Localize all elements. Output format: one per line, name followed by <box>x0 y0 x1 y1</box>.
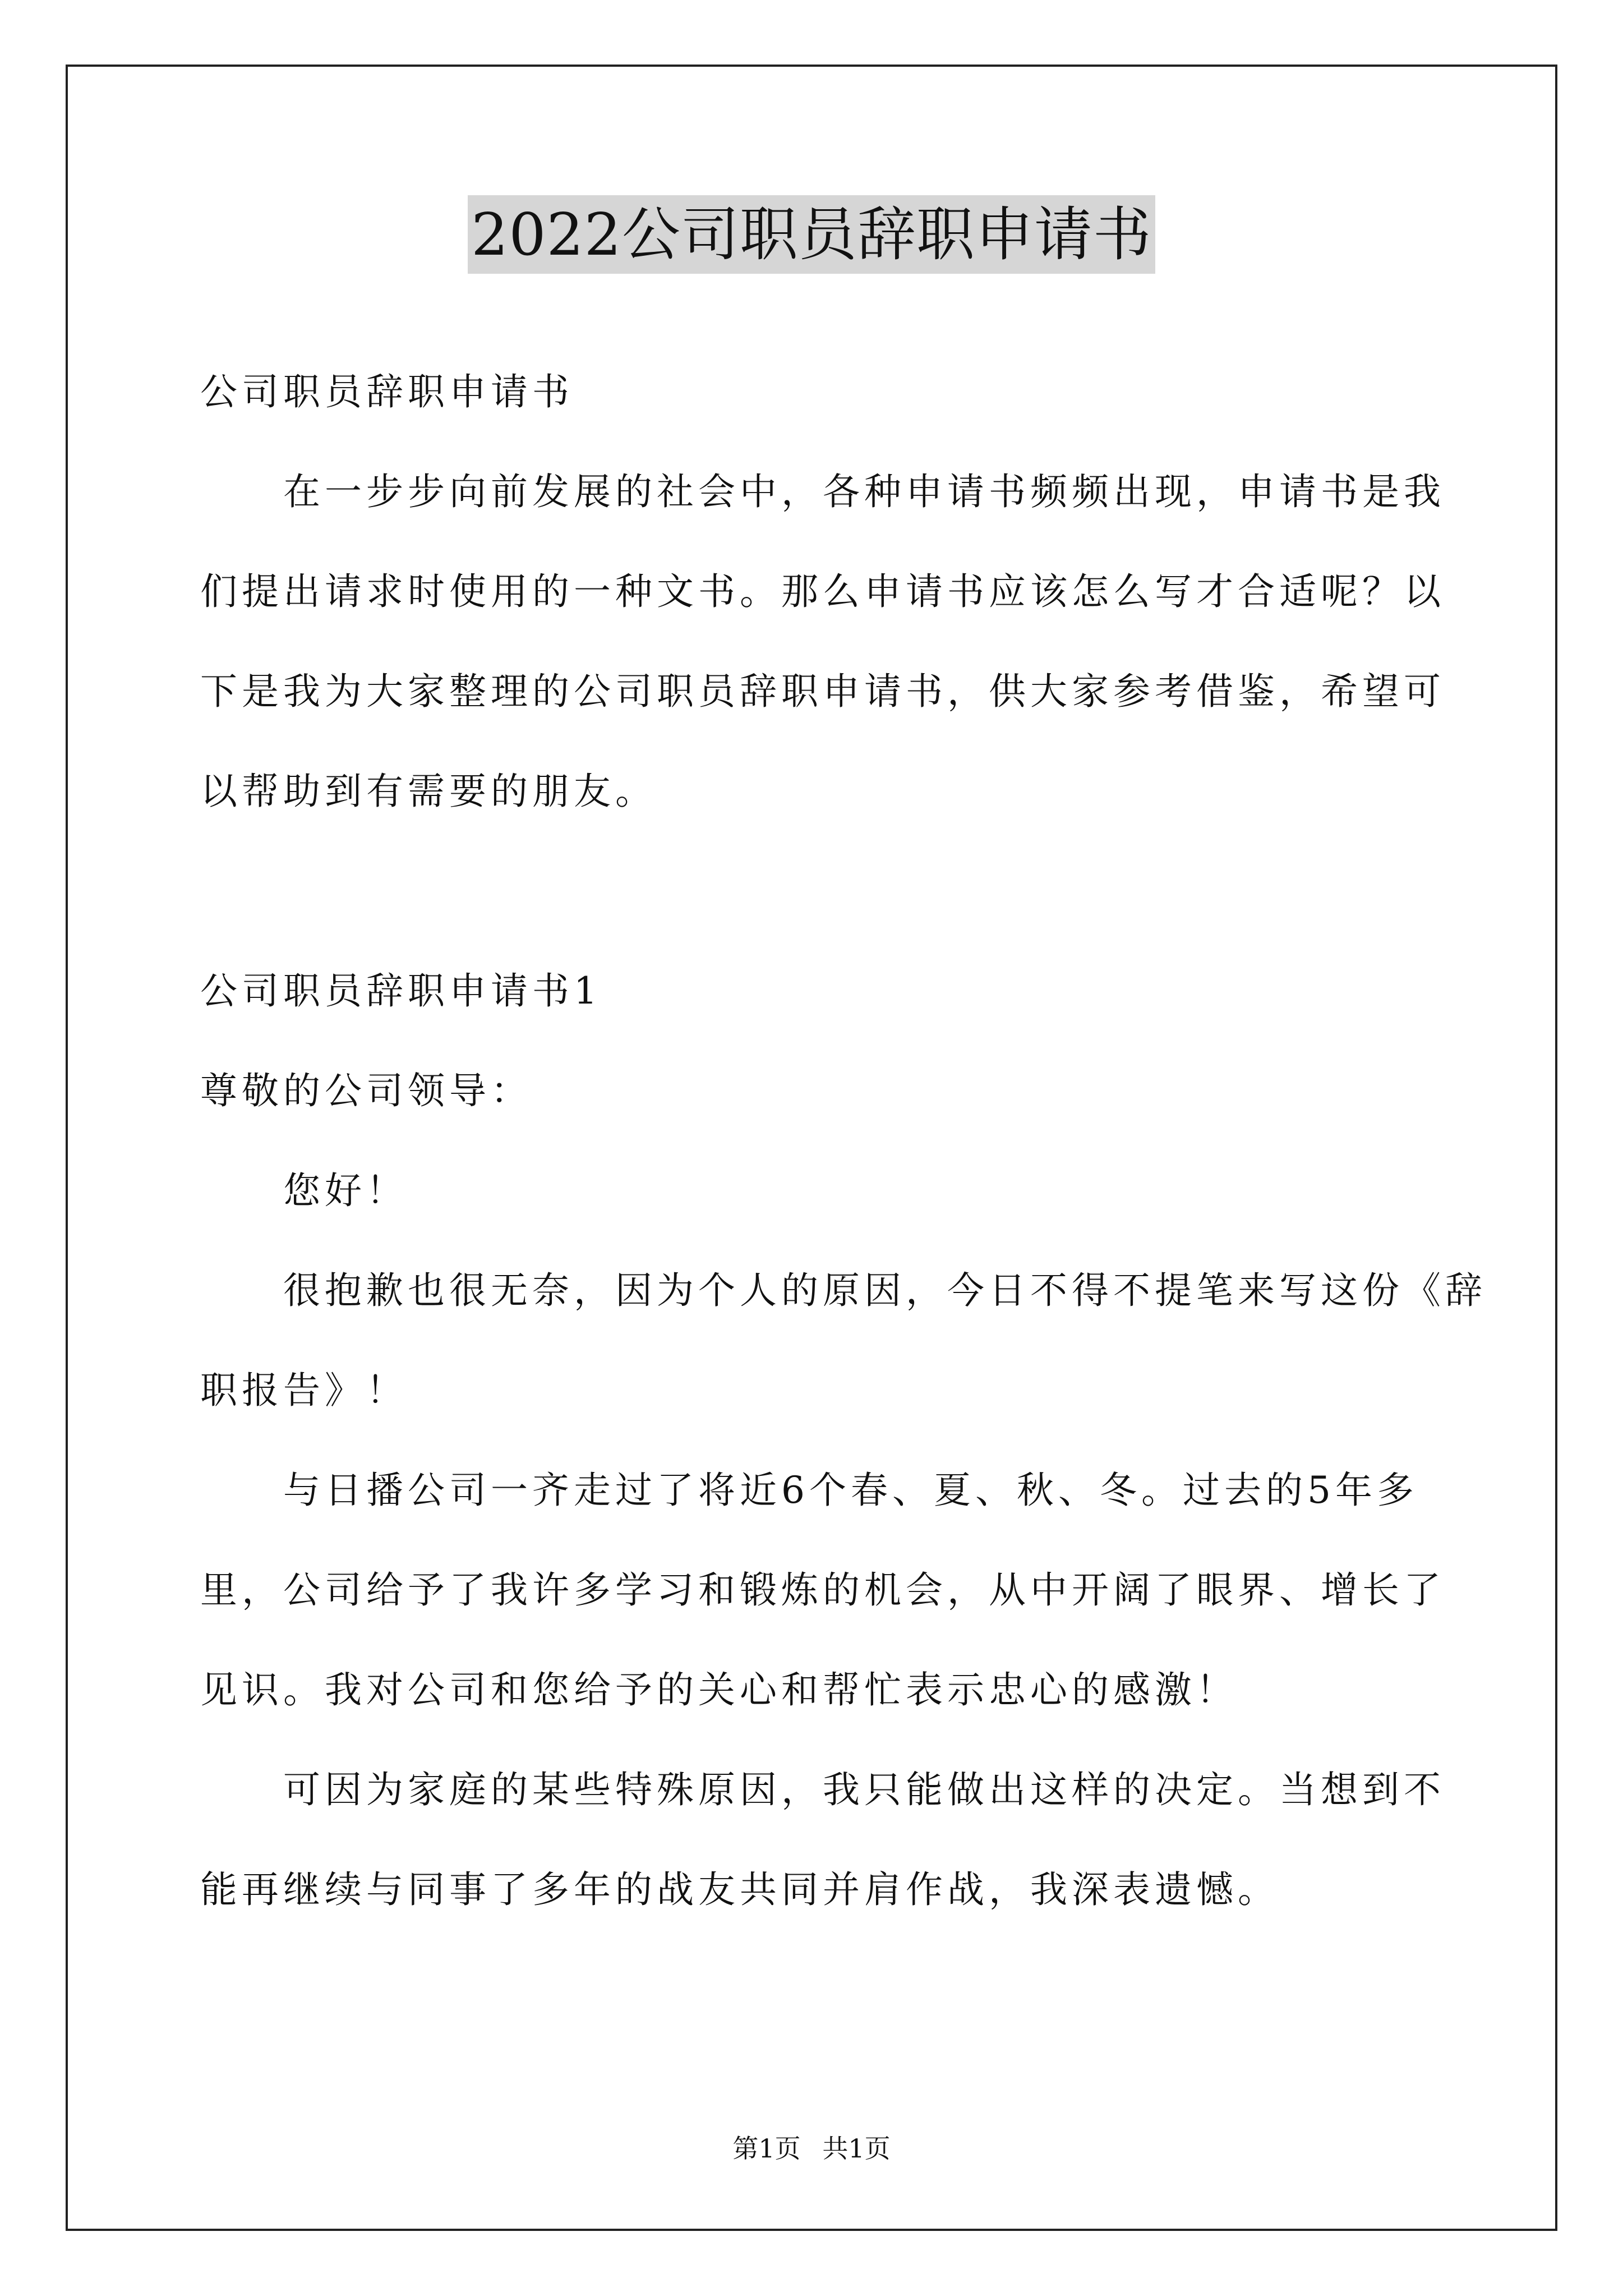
paragraph-line: 很抱歉也很无奈，因为个人的原因，今日不得不提笔来写这份《辞 <box>283 1269 1487 1312</box>
paragraph-line: 下是我为大家整理的公司职员辞职申请书，供大家参考借鉴，希望可 <box>200 670 1445 713</box>
page-footer <box>0 2132 1623 2165</box>
paragraph-line: 可因为家庭的某些特殊原因，我只能做出这样的决定。当想到不 <box>283 1768 1445 1811</box>
paragraph-line: 在一步步向前发展的社会中，各种申请书频频出现，申请书是我 <box>283 470 1445 513</box>
paragraph-line: 们提出请求时使用的一种文书。那么申请书应该怎么写才合适呢？以 <box>200 570 1445 613</box>
page-count: 共1页 <box>822 2133 891 2164</box>
page-number: 第1页 <box>732 2133 801 2164</box>
paragraph-line: 见识。我对公司和您给予的关心和帮忙表示忠心的感激！ <box>200 1668 1238 1711</box>
salutation: 尊敬的公司领导： <box>200 1069 532 1112</box>
letter-heading: 公司职员辞职申请书1 <box>200 969 602 1013</box>
blank-line <box>200 841 1434 941</box>
section-heading: 公司职员辞职申请书 <box>200 370 574 413</box>
greeting: 您好！ <box>283 1169 408 1212</box>
document-title: 2022公司职员辞职申请书 <box>468 195 1155 274</box>
paragraph-line: 里，公司给予了我许多学习和锻炼的机会，从中开阔了眼界、增长了 <box>200 1568 1445 1612</box>
paragraph-line: 以帮助到有需要的朋友。 <box>200 770 657 813</box>
document-body <box>200 342 1487 1940</box>
paragraph-line: 与日播公司一齐走过了将近6个春、夏、秋、冬。过去的5年多 <box>283 1469 1418 1512</box>
paragraph-line: 职报告》！ <box>200 1369 408 1412</box>
paragraph-line: 能再继续与同事了多年的战友共同并肩作战，我深表遗憾。 <box>200 1868 1279 1911</box>
title-area <box>0 195 1623 274</box>
